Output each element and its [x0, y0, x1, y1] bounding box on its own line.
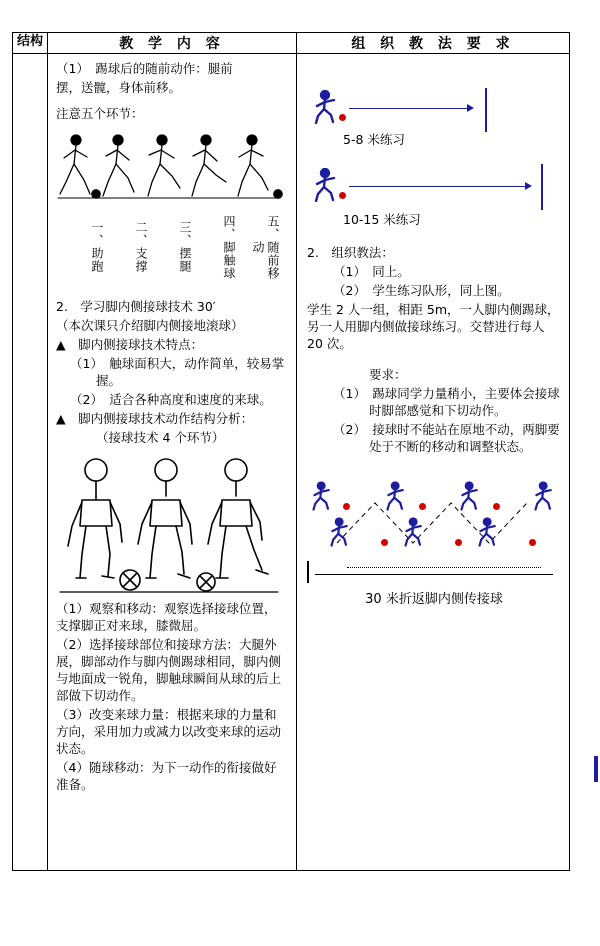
- note-heading: 注意五个环节：: [56, 106, 144, 121]
- zigzag-drill-diagram: [307, 481, 561, 565]
- kicking-sequence-svg: [56, 130, 284, 208]
- org-item2-1: （1） 同上。: [333, 264, 410, 279]
- step-3: （3）改变来球力量：根据来球的力量和方向，采用加力或减力以改变来球的运动状态。: [56, 707, 282, 756]
- sequence-label-row: [60, 210, 288, 284]
- step-1: （1）观察和移动：观察选择接球位置，支撑脚正对来球，膝微屈。: [56, 601, 277, 633]
- org-paragraph-1: 学生 2 人一组，相距 5m，一人脚内侧踢球，另一人用脚内侧做接球练习。交替进行每人 20 次。: [307, 302, 560, 351]
- target-marker: [541, 164, 543, 210]
- cell-content: [48, 54, 297, 871]
- pass-arrow-head: [525, 182, 532, 190]
- header-organization: 组 织 教 法 要 求: [297, 33, 570, 54]
- content-line-2: 摆，送髋，身体前移。: [56, 80, 182, 95]
- feature-heading: ▲ 脚内侧接球技术特点：: [56, 337, 204, 352]
- section2-sub: （本次课只介绍脚内侧接地滚球）: [56, 318, 244, 333]
- page-edge-mark: [594, 756, 598, 782]
- drill1-caption: 5-8 米练习: [343, 132, 405, 147]
- runner-icon: [477, 517, 499, 547]
- analysis-heading: ▲ 脚内侧接球技术动作结构分析：: [56, 411, 254, 426]
- document-page: [0, 32, 600, 946]
- pass-arrow-line: [349, 186, 529, 187]
- runner-icon: [329, 517, 351, 547]
- lesson-plan-table: [12, 32, 570, 871]
- target-marker: [485, 88, 487, 132]
- runner-icon: [311, 481, 333, 511]
- pass-arrow-line: [349, 108, 471, 109]
- runner-icon: [459, 481, 481, 511]
- ball-dot: [381, 539, 388, 546]
- runner-icon: [533, 481, 555, 511]
- header-structure: 结构: [13, 33, 48, 54]
- feature-item-1: （1） 触球面积大，动作简单，较易掌握。: [70, 356, 285, 388]
- kicking-sequence-figure: [56, 130, 288, 284]
- runner-icon: [403, 517, 425, 547]
- org-item2-title: 2. 组织教法：: [307, 245, 394, 260]
- ball-dot: [339, 114, 346, 121]
- ball-dot: [339, 192, 346, 199]
- runner-icon: [385, 481, 407, 511]
- table-header-row: [13, 33, 570, 54]
- ball-dot: [419, 503, 426, 510]
- drill-diagram-1: [307, 86, 561, 148]
- feature-item-2: （2） 适合各种高度和速度的来球。: [70, 392, 272, 407]
- drill2-caption: 10-15 米练习: [343, 212, 421, 227]
- analysis-sub: （接球技术 4 个环节）: [96, 430, 225, 445]
- receiving-technique-svg: [56, 454, 282, 594]
- table-body-row: [13, 54, 570, 871]
- dotted-return-line: [347, 567, 541, 568]
- ball-dot: [529, 539, 536, 546]
- ball-dot: [493, 503, 500, 510]
- sequence-label-5: 五、随前移动: [251, 214, 280, 280]
- ball-dot: [343, 503, 350, 510]
- sequence-label-1: 一、助跑: [90, 221, 104, 273]
- step-2: （2）选择接球部位和接球方法：大腿外展，脚部动作与脚内侧踢球相同，脚内侧与地面成一锐角，脚触球瞬间从球的后上部做下切动作。: [56, 637, 282, 703]
- org-item2-2: （2） 学生练习队形，同上图。: [333, 283, 510, 298]
- sequence-label-4: 四、脚触球: [222, 214, 236, 280]
- zigzag-caption: 30 米折返脚内侧传接球: [365, 592, 503, 607]
- start-line-tick: [307, 561, 309, 583]
- requirement-2: （2） 接球时不能站在原地不动，两脚要处于不断的移动和调整状态。: [333, 422, 560, 454]
- ball-dot: [455, 539, 462, 546]
- cell-structure: [13, 54, 48, 871]
- requirement-1: （1） 踢球同学力量稍小，主要体会接球时脚部感觉和下切动作。: [333, 386, 560, 418]
- sequence-label-3: 三、摆腿: [178, 221, 192, 273]
- header-content: 教 学 内 容: [48, 33, 297, 54]
- runner-icon: [313, 90, 339, 124]
- pass-arrow-head: [467, 104, 474, 112]
- solid-baseline: [315, 574, 553, 575]
- step-4: （4）随球移动：为下一动作的衔接做好准备。: [56, 760, 277, 792]
- content-line-1: （1） 踢球后的随前动作：腿前: [56, 61, 233, 76]
- drill-diagram-2: [307, 164, 561, 230]
- sequence-label-2: 二、支撑: [134, 221, 148, 273]
- receiving-technique-figure: [56, 454, 288, 594]
- runner-icon: [313, 168, 339, 202]
- requirement-heading: 要求：: [369, 367, 407, 382]
- cell-organization: [297, 54, 570, 871]
- section2-title: 2. 学习脚内侧接球技术 30′: [56, 299, 216, 314]
- zigzag-baseline: [307, 567, 561, 585]
